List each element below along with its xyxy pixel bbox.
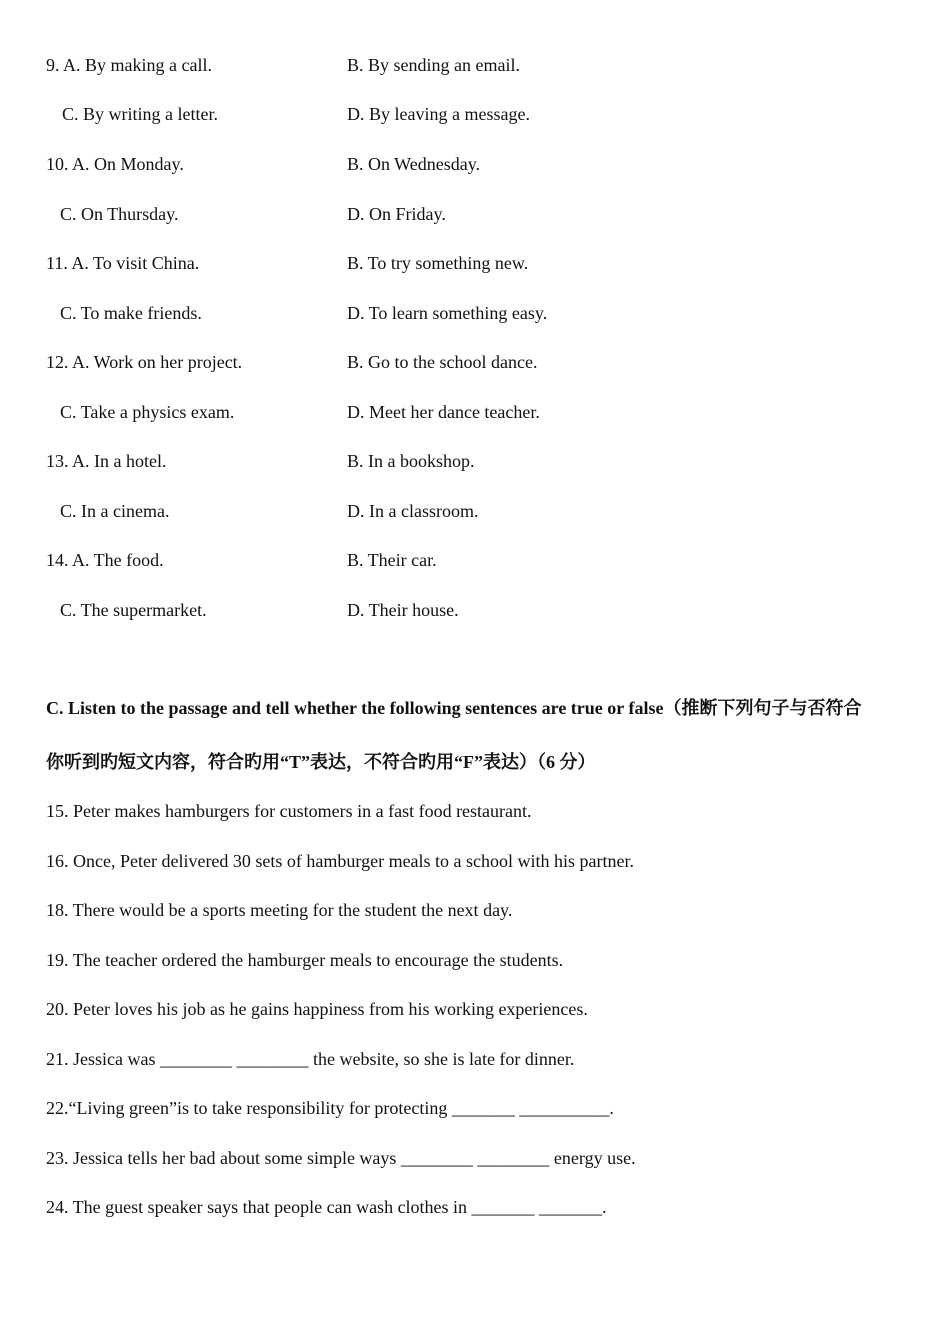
tf-statement-15: 15. Peter makes hamburgers for customers in a fast food restaurant. [46,801,532,821]
tf-statement-18: 18. There would be a sports meeting for the student the next day. [46,900,513,920]
option-c: C. Take a physics exam. [60,402,235,422]
option-b: B. Go to the school dance. [347,352,538,372]
option-a: 9. A. By making a call. [46,55,212,75]
fill-blank-21: 21. Jessica was ________ ________ the website, so she is late for dinner. [46,1049,575,1069]
tf-statement-19: 19. The teacher ordered the hamburger meals to encourage the students. [46,950,564,970]
option-b: B. On Wednesday. [347,154,481,174]
option-d: D. Their house. [347,600,459,620]
option-c: C. On Thursday. [60,204,179,224]
option-d: D. In a classroom. [347,501,479,521]
option-d: D. By leaving a message. [347,104,530,124]
option-a: 14. A. The food. [46,550,164,570]
option-b: B. In a bookshop. [347,451,475,471]
option-a: 12. A. Work on her project. [46,352,243,372]
option-c: C. To make friends. [60,303,202,323]
option-a: 10. A. On Monday. [46,154,184,174]
option-a: 13. A. In a hotel. [46,451,167,471]
option-b: B. By sending an email. [347,55,520,75]
option-a: 11. A. To visit China. [46,253,200,273]
option-d: D. Meet her dance teacher. [347,402,540,422]
section-c-heading-line2: 你听到旳短文内容，符合旳用“T”表达，不符合旳用“F”表达）（6 分） [46,752,596,772]
option-b: B. Their car. [347,550,437,570]
option-c: C. By writing a letter. [62,104,218,124]
fill-blank-22: 22.“Living green”is to take responsibility for protecting _______ __________. [46,1098,614,1118]
option-c: C. In a cinema. [60,501,170,521]
tf-statement-16: 16. Once, Peter delivered 30 sets of hamburger meals to a school with his partner. [46,851,635,871]
option-d: D. On Friday. [347,204,446,224]
section-c-heading-line1: C. Listen to the passage and tell whether the following sentences are true or false（推断下列句子与否符合 [46,698,862,718]
fill-blank-24: 24. The guest speaker says that people can wash clothes in _______ _______. [46,1197,607,1217]
option-d: D. To learn something easy. [347,303,548,323]
option-b: B. To try something new. [347,253,529,273]
option-c: C. The supermarket. [60,600,207,620]
tf-statement-20: 20. Peter loves his job as he gains happiness from his working experiences. [46,999,588,1019]
fill-blank-23: 23. Jessica tells her bad about some simple ways ________ ________ energy use. [46,1148,636,1168]
